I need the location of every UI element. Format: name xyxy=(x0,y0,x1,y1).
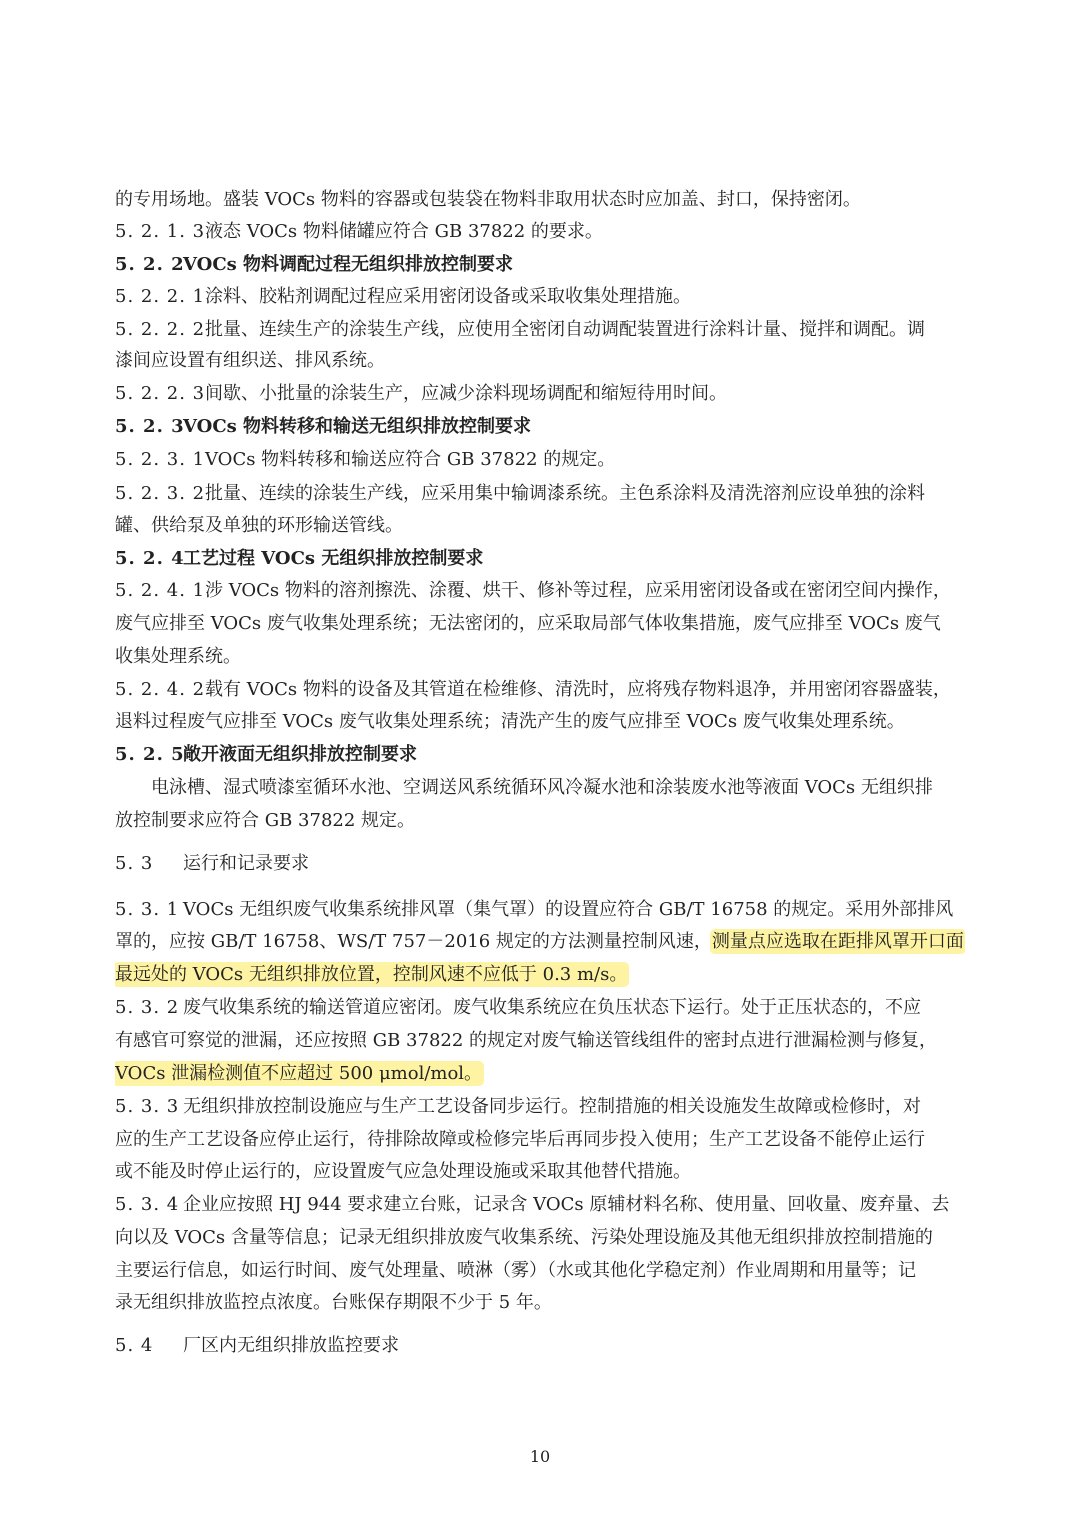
clause-5-2-2-1: 5. 2. 2. 1涂料、胶粘剂调配过程应采用密闭设备或采取收集处理措施。 xyxy=(115,284,965,310)
clause-number: 5. 3. 4 xyxy=(115,1194,180,1215)
section-number: 5. 3 xyxy=(115,853,154,874)
clause-5-2-4-2: 5. 2. 4. 2载有 VOCs 物料的设备及其管道在检维修、清洗时，应将残存物料退净，并用密闭容器盛装， xyxy=(115,677,965,703)
clause-number: 5. 3. 3 xyxy=(115,1096,180,1117)
section-number: 5. 2. 2 xyxy=(115,254,185,275)
section-heading-5-4: 5. 4 厂区内无组织排放监控要求 xyxy=(115,1333,965,1359)
clause-5-2-4-1: 5. 2. 4. 1涉 VOCs 物料的溶剂擦洗、涂覆、烘干、修补等过程，应采用密闭设备或在密闭空间内操作， xyxy=(115,578,965,604)
clause-5-3-2: 5. 3. 2 废气收集系统的输送管道应密闭。废气收集系统应在负压状态下运行。处于正压状态的，不应 xyxy=(115,995,965,1021)
section-heading-5-2-4: 5. 2. 4工艺过程 VOCs 无组织排放控制要求 xyxy=(115,546,965,572)
highlighted-text: VOCs 泄漏检测值不应超过 500 μmol/mol。 xyxy=(115,1063,483,1084)
paragraph-line: 录无组织排放监控点浓度。台账保存期限不少于 5 年。 xyxy=(115,1292,552,1313)
paragraph-line: 主要运行信息，如运行时间、废气处理量、喷淋（雾）（水或其他化学稳定剂）作业周期和用量等；记 xyxy=(115,1260,916,1281)
paragraph-line: 电泳槽、湿式喷漆室循环水池、空调送风系统循环风冷凝水池和涂装废水池等液面 VOCs 无组织排 xyxy=(151,777,933,798)
paragraph-line: 废气应排至 VOCs 废气收集处理系统；无法密闭的，应采取局部气体收集措施，废气应排至 VOCs 废气 xyxy=(115,613,941,634)
highlighted-text: 测量点应选取在距排风罩开口面 xyxy=(711,931,964,952)
clause-5-2-3-2: 5. 2. 3. 2批量、连续的涂装生产线，应采用集中输调漆系统。主色系涂料及清洗溶剂应设单独的涂料 xyxy=(115,481,965,507)
paragraph-line: 有感官可察觉的泄漏，还应按照 GB 37822 的规定对废气输送管线组件的密封点进行泄漏检测与修复， xyxy=(115,1030,938,1051)
clause-number: 5. 2. 2. 2 xyxy=(115,319,206,340)
clause-5-2-2-3: 5. 2. 2. 3间歇、小批量的涂装生产，应减少涂料现场调配和缩短待用时间。 xyxy=(115,381,965,407)
section-number: 5. 4 xyxy=(115,1335,154,1356)
section-number: 5. 2. 4 xyxy=(115,548,185,569)
paragraph-line: 收集处理系统。 xyxy=(115,646,241,667)
paragraph-line: 罩的，应按 GB/T 16758、WS/T 757－2016 规定的方法测量控制风速，测量点应选取在距排风罩开口面 xyxy=(115,931,964,952)
clause-5-2-2-2: 5. 2. 2. 2批量、连续生产的涂装生产线，应使用全密闭自动调配装置进行涂料计量、搅拌和调配。调 xyxy=(115,317,965,343)
clause-5-2-1-3: 5. 2. 1. 3液态 VOCs 物料储罐应符合 GB 37822 的要求。 xyxy=(115,219,965,245)
paragraph-line: 的专用场地。盛装 VOCs 物料的容器或包装袋在物料非取用状态时应加盖、封口，保持密闭。 xyxy=(115,189,861,210)
clause-5-3-1: 5. 3. 1 VOCs 无组织废气收集系统排风罩（集气罩）的设置应符合 GB/T 16758 的规定。采用外部排风 xyxy=(115,897,965,923)
clause-number: 5. 2. 2. 3 xyxy=(115,383,206,404)
section-heading-5-2-3: 5. 2. 3VOCs 物料转移和输送无组织排放控制要求 xyxy=(115,414,965,440)
section-heading-5-2-5: 5. 2. 5敞开液面无组织排放控制要求 xyxy=(115,742,965,768)
section-number: 5. 2. 3 xyxy=(115,416,185,437)
clause-number: 5. 3. 1 xyxy=(115,899,180,920)
clause-5-3-4: 5. 3. 4 企业应按照 HJ 944 要求建立台账，记录含 VOCs 原辅材料名称、使用量、回收量、废弃量、去 xyxy=(115,1192,965,1218)
paragraph-line: 退料过程废气应排至 VOCs 废气收集处理系统；清洗产生的废气应排至 VOCs 废气收集处理系统。 xyxy=(115,711,905,732)
clause-number: 5. 2. 3. 1 xyxy=(115,449,206,470)
clause-number: 5. 2. 2. 1 xyxy=(115,286,206,307)
section-number: 5. 2. 5 xyxy=(115,744,185,765)
clause-5-2-3-1: 5. 2. 3. 1VOCs 物料转移和输送应符合 GB 37822 的规定。 xyxy=(115,447,965,473)
paragraph-line xyxy=(115,962,965,988)
paragraph-line xyxy=(115,1061,965,1087)
paragraph-line: 放控制要求应符合 GB 37822 规定。 xyxy=(115,810,416,831)
section-heading-5-2-2: 5. 2. 2VOCs 物料调配过程无组织排放控制要求 xyxy=(115,252,965,278)
clause-number: 5. 3. 2 xyxy=(115,997,180,1018)
paragraph-line: 向以及 VOCs 含量等信息；记录无组织排放废气收集系统、污染处理设施及其他无组织排放控制措施的 xyxy=(115,1227,933,1248)
page-number: 10 xyxy=(529,1447,551,1466)
clause-number: 5. 2. 4. 2 xyxy=(115,679,206,700)
paragraph-line: 漆间应设置有组织送、排风系统。 xyxy=(115,350,385,371)
clause-number: 5. 2. 4. 1 xyxy=(115,580,206,601)
clause-number: 5. 2. 3. 2 xyxy=(115,483,206,504)
clause-5-3-3: 5. 3. 3 无组织排放控制设施应与生产工艺设备同步运行。控制措施的相关设施发生故障或检修时，对 xyxy=(115,1094,965,1120)
clause-number: 5. 2. 1. 3 xyxy=(115,221,206,242)
paragraph-line: 罐、供给泵及单独的环形输送管线。 xyxy=(115,515,403,536)
paragraph-line: 应的生产工艺设备应停止运行，待排除故障或检修完毕后再同步投入使用；生产工艺设备不能停止运行 xyxy=(115,1129,925,1150)
paragraph-line: 或不能及时停止运行的，应设置废气应急处理设施或采取其他替代措施。 xyxy=(115,1161,691,1182)
section-heading-5-3: 5. 3 运行和记录要求 xyxy=(115,851,965,877)
highlighted-text: 最远处的 VOCs 无组织排放位置，控制风速不应低于 0.3 m/s。 xyxy=(115,964,628,985)
